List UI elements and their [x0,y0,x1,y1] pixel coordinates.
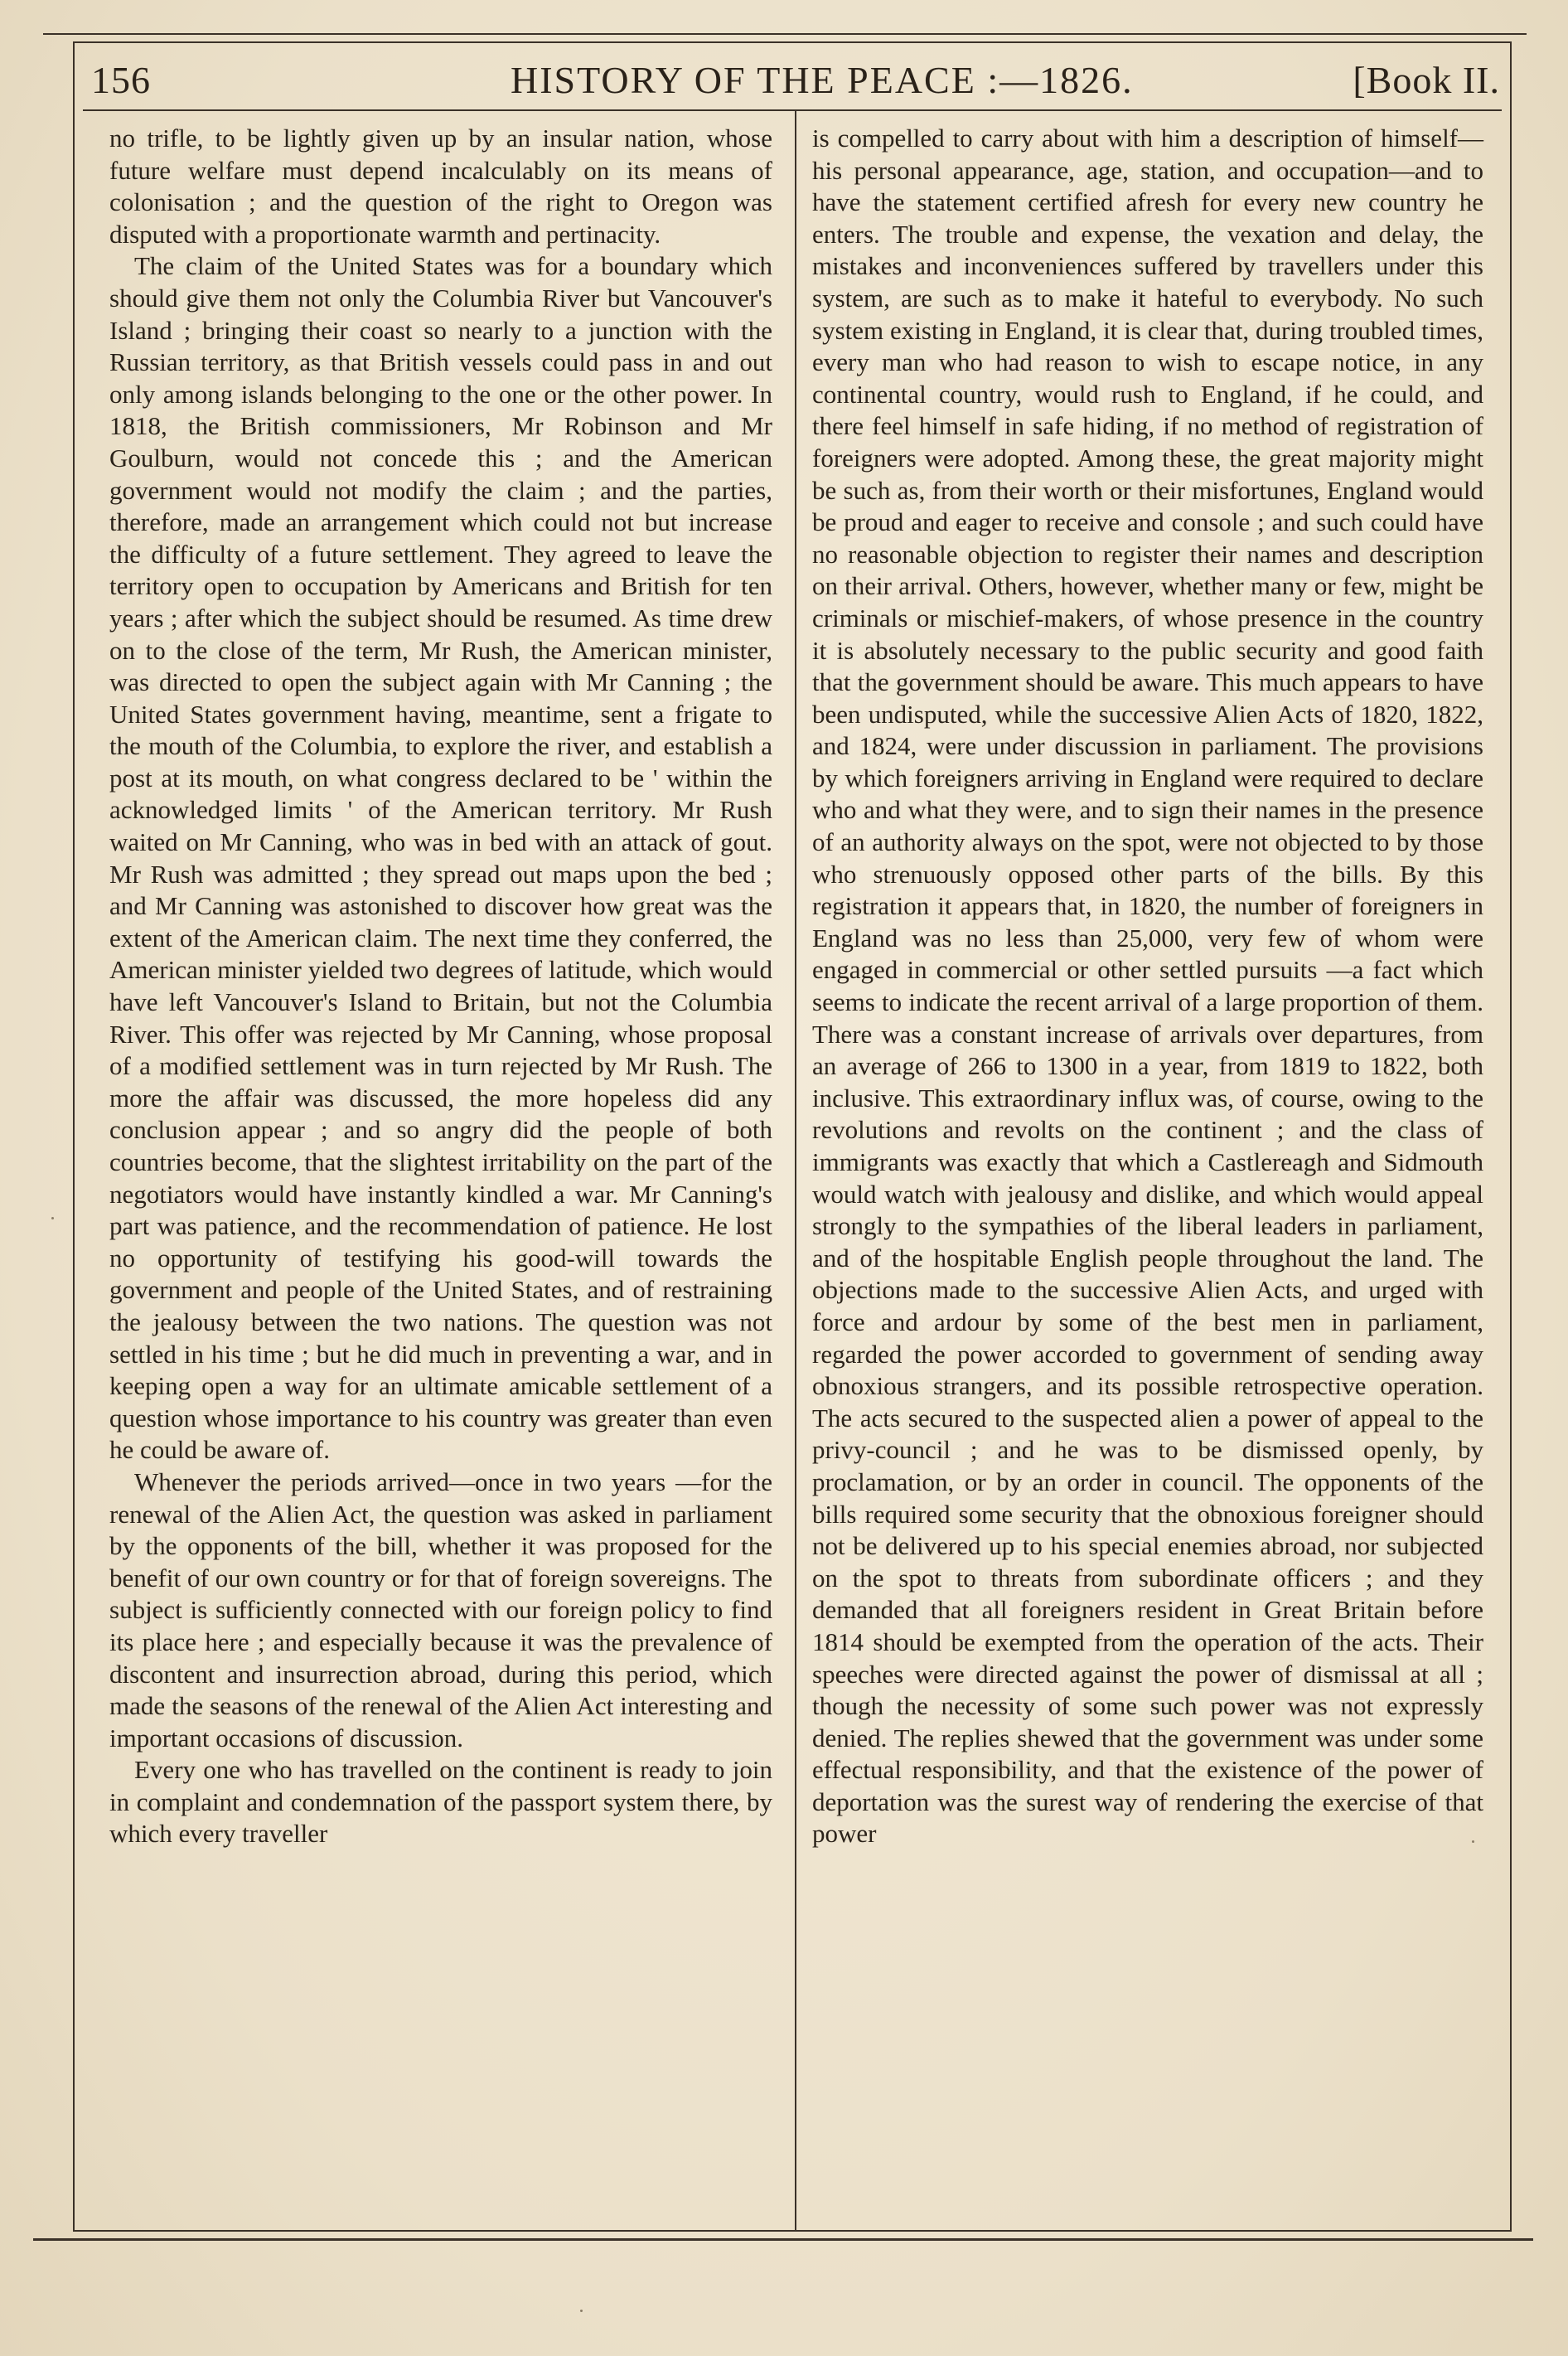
paragraph: is compelled to carry about with him a description of himself—his personal appearance, age, station, and occupation—and to have the statement certified afresh for every new country he enters. The trouble and expense, the vexation and delay, the mistakes and inconveniences suffered by travellers under this system, are such as to make it hateful to everybody. No such system existing in England, it is clear that, during troubled times, every man who had reason to wish to escape notice, in any continental country, would rush to England, if he could, and there feel himself in safe hiding, if no method of registration of foreigners were adopted. Among these, the great majority might be such as, from their worth or their misfortunes, England would be proud and eager to receive and console ; and such could have no reasonable objection to register their names and description on their arrival. Others, however, whether many or few, might be criminals or mischief-makers, of whose presence in the country it is absolutely necessary to the public security and good faith that the government should be aware. This much appears to have been undisputed, while the successive Alien Acts of 1820, 1822, and 1824, were under discussion in parliament. The provisions by which foreigners arriving in England were required to declare who and what they were, and to sign their names in the presence of an authority always on the spot, were not objected to by those who strenuously opposed other parts of the bills. By this registration it appears that, in 1820, the number of foreigners in England was no less than 25,000, very few of whom were engaged in commercial or other settled pursuits —a fact which seems to indicate the recent arrival of a large proportion of them. There was a constant increase of arrivals over departures, from an average of 266 to 1300 in a year, from 1819 to 1822, both inclusive. This extraordinary influx was, of course, owing to the revolutions and revolts on the continent ; and the class of immigrants was exactly that which a Castlereagh and Sidmouth would watch with jealousy and dislike, and which would appeal strongly to the sympathies of the liberal leaders in parliament, and of the hospitable English people throughout the land. The objections made to the successive Alien Acts, and urged with force and ardour by some of the best men in parliament, regarded the power accorded to government of sending away obnoxious strangers, and its possible retrospective operation. The acts secured to the suspected alien a power of appeal to the privy-council ; and he was to be dismissed openly, by proclamation, or by an order in council. The opponents of the bills required some security that the obnoxious foreigner should not be delivered up to his special enemies abroad, nor subjected on the spot to threats from subordinate officers ; and they demanded that all foreigners resident in Great Britain before 1814 should be exempted from the operation of the acts. Their speeches were directed against the power of dismissal at all ; though the necessity of some such power was not expressly denied. The replies shewed that the government was under some effectual responsibility, and that the existence of the power of deportation was the surest way of rendering the exercise of that power [812,124,1483,1849]
page-number: 156 [91,59,151,101]
paper-speck [1472,1840,1474,1843]
paragraph: Whenever the periods arrived—once in two years —for the renewal of the Alien Act, the question was asked in parliament by the opponents of the bill, whether it was proposed for the benefit of our own country or for that of foreign sovereigns. The subject is sufficiently connected with our foreign policy to find its place here ; and especially because it was the prevalence of discontent and insurrection abroad, during this period, which made the seasons of the renewal of the Alien Act interesting and important occasions of discussion. [109,1466,772,1752]
column-divider [795,111,796,2230]
running-title: HISTORY OF THE PEACE :—1826. [511,59,1134,101]
paragraph: The claim of the United States was for a boundary which should give them not only the Columbia River but Vancouver's Island ; bringing their coast so nearly to a junction with the Russian territory, as that British vessels could pass in and out only among islands belonging to the one or the other power. In 1818, the British commissioners, Mr Robinson and Mr Goulburn, would not concede this ; and the American government would not modify the claim ; and the parties, therefore, made an arrangement which could not but increase the difficulty of a future settlement. They agreed to leave the territory open to occupation by Americans and British for ten years ; after which the subject should be resumed. As time drew on to the close of the term, Mr Rush, the American minister, was directed to open the subject again with Mr Canning ; the United States government having, meantime, sent a frigate to the mouth of the Columbia, to explore the river, and establish a post at its mouth, on what congress declared to be ' within the acknowledged limits ' of the American territory. Mr Rush waited on Mr Canning, who was in bed with an attack of gout. Mr Rush was admitted ; they spread out maps upon the bed ; and Mr Canning was astonished to discover how great was the extent of the American claim. The next time they conferred, the American minister yielded two degrees of latitude, which would have left Vancouver's Island to Britain, but not the Columbia River. This offer was rejected by Mr Canning, whose proposal of a modified settlement was in turn rejected by Mr Rush. The more the affair was discussed, the more hopeless did any conclusion appear ; and so angry did the people of both countries become, that the slightest irritability on the part of the negotiators would have instantly kindled a war. Mr Canning's part was patience, and the recommendation of patience. He lost no opportunity of testifying his good-will towards the government and people of the United States, and of restraining the jealousy between the two nations. The question was not settled in his time ; but he did much in preventing a war, and in keeping open a way for an ultimate amicable settlement of a question whose importance to his country was greater than even he could be aware of. [109,251,772,1465]
bottom-rule [33,2238,1533,2241]
paragraph: no trifle, to be lightly given up by an insular nation, whose future welfare must depend incalculably on its means of colonisation ; and the question of the right to Oregon was disputed with a proportionate warmth and pertinacity. [109,124,772,249]
header-rule [83,109,1502,111]
left-column [109,123,772,2220]
top-rule [43,33,1527,35]
paper-speck [580,2310,583,2312]
book-label: [Book II. [1353,59,1500,101]
running-header [91,51,1500,106]
paragraph: Every one who has travelled on the continent is ready to join in complaint and condemnation of the passport system there, by which every traveller [109,1755,772,1849]
paper-speck [51,1217,54,1219]
right-column [812,123,1483,2220]
